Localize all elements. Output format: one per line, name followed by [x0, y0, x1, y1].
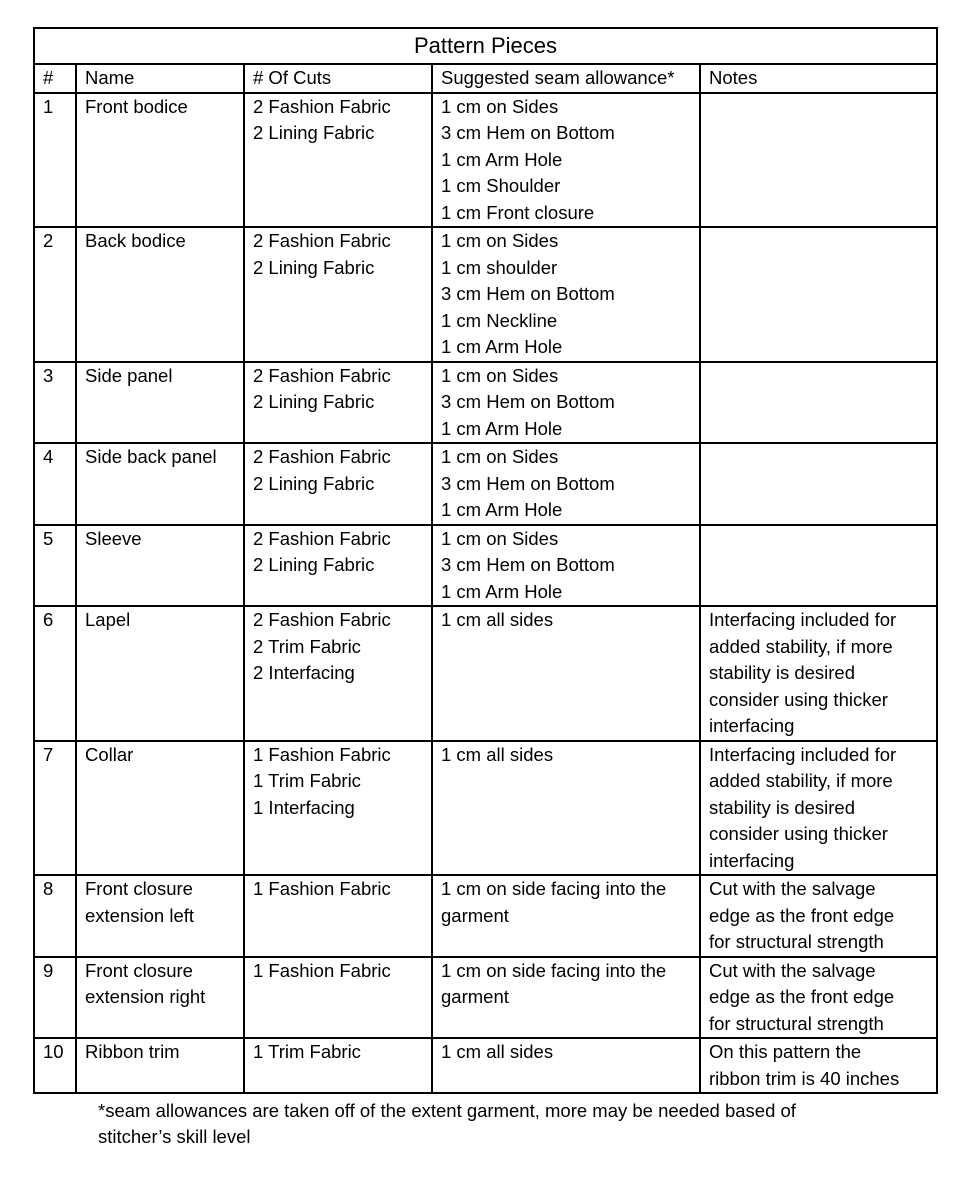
cell-cuts-line: 1 Interfacing [253, 796, 355, 818]
cell-notes [700, 227, 937, 362]
header-seam-allowance: Suggested seam allowance* [432, 64, 700, 93]
table-row [34, 443, 937, 525]
cell-name-line: Front bodice [85, 95, 188, 117]
cell-name [76, 93, 244, 228]
cell-seam-allowance-line: 1 cm Arm Hole [441, 336, 563, 357]
cell-seam-allowance-line: 3 cm Hem on Bottom [441, 283, 615, 304]
cell-notes-line: interfacing [709, 849, 795, 871]
cell-seam-allowance-line: 1 cm on Sides [441, 446, 559, 467]
cell-seam-allowance-line: 1 cm all sides [441, 1041, 554, 1062]
cell-cuts-line: 2 Fashion Fabric [253, 364, 391, 386]
cell-notes [700, 93, 937, 228]
cell-notes-line: ribbon trim is 40 inches [709, 1067, 900, 1089]
table-header-row [34, 64, 937, 93]
cell-name [76, 606, 244, 741]
cell-notes-line: edge as the front edge [709, 986, 895, 1007]
cell-seam-allowance-line: 1 cm on Sides [441, 230, 559, 251]
cell-seam-allowance-line: 1 cm Arm Hole [441, 148, 563, 170]
cell-cuts [244, 362, 432, 444]
cell-cuts-line: 2 Trim Fabric [253, 635, 361, 657]
cell-name [76, 741, 244, 876]
cell-seam-allowance-line: 1 cm Shoulder [441, 175, 561, 196]
cell-seam-allowance-line: 3 cm Hem on Bottom [441, 472, 615, 494]
cell-name-line: Collar [85, 743, 134, 765]
header-cuts: # Of Cuts [244, 64, 432, 93]
cell-notes-line: On this pattern the [709, 1041, 862, 1062]
cell-cuts [244, 875, 432, 957]
cell-number: 1 [34, 93, 76, 228]
cell-number: 2 [34, 227, 76, 362]
cell-cuts-line: 1 Fashion Fabric [253, 743, 391, 765]
cell-name [76, 957, 244, 1039]
cell-seam-allowance-line: 1 cm on Sides [441, 527, 559, 549]
footnote-line: *seam allowances are taken off of the extent garment, more may be needed based of [98, 1100, 796, 1121]
cell-number: 8 [34, 875, 76, 957]
cell-seam-allowance [432, 741, 700, 876]
cell-number: 10 [34, 1038, 76, 1093]
footnote-line: stitcher’s skill level [98, 1126, 251, 1147]
cell-cuts-line: 2 Fashion Fabric [253, 95, 391, 117]
cell-name-line: Sleeve [85, 527, 142, 549]
pattern-pieces-table [33, 27, 938, 1094]
cell-cuts-line: 1 Fashion Fabric [253, 959, 391, 981]
cell-notes [700, 875, 937, 957]
cell-seam-allowance [432, 957, 700, 1039]
cell-seam-allowance-line: 1 cm on Sides [441, 364, 559, 386]
cell-cuts-line: 2 Lining Fabric [253, 391, 375, 412]
cell-seam-allowance-line: 1 cm Neckline [441, 309, 558, 331]
cell-cuts-line: 2 Fashion Fabric [253, 230, 391, 251]
cell-seam-allowance-line: 1 cm on side facing into the [441, 878, 667, 899]
table-row [34, 741, 937, 876]
document [33, 27, 936, 1150]
cell-cuts-line: 1 Trim Fabric [253, 770, 361, 791]
cell-cuts-line: 2 Fashion Fabric [253, 527, 391, 549]
cell-cuts [244, 525, 432, 607]
cell-notes-line: Cut with the salvage [709, 878, 876, 899]
cell-cuts-line: 2 Lining Fabric [253, 256, 375, 278]
table-row [34, 93, 937, 228]
cell-seam-allowance-line: 1 cm all sides [441, 743, 554, 765]
cell-notes-line: Interfacing included for [709, 743, 897, 765]
cell-name-line: Side back panel [85, 446, 217, 467]
table-row [34, 227, 937, 362]
cell-seam-allowance-line: 1 cm on Sides [441, 95, 559, 117]
cell-seam-allowance-line: 1 cm Arm Hole [441, 499, 563, 520]
cell-notes [700, 525, 937, 607]
cell-seam-allowance-line: garment [441, 986, 509, 1007]
cell-cuts [244, 227, 432, 362]
cell-notes-line: interfacing [709, 715, 795, 736]
table-row [34, 875, 937, 957]
cell-name-line: extension left [85, 904, 195, 926]
cell-cuts-line: 2 Interfacing [253, 662, 355, 683]
cell-notes-line: stability is desired [709, 662, 856, 683]
cell-name-line: Front closure [85, 878, 193, 899]
footnote [98, 1098, 888, 1150]
cell-name [76, 525, 244, 607]
cell-notes-line: Interfacing included for [709, 609, 897, 630]
cell-cuts [244, 443, 432, 525]
table-row [34, 606, 937, 741]
cell-number: 6 [34, 606, 76, 741]
cell-notes-line: edge as the front edge [709, 904, 895, 926]
cell-cuts-line: 2 Fashion Fabric [253, 446, 391, 467]
cell-name-line: extension right [85, 986, 206, 1007]
cell-number: 3 [34, 362, 76, 444]
table-title-row [34, 28, 937, 64]
cell-seam-allowance [432, 362, 700, 444]
cell-seam-allowance-line: 3 cm Hem on Bottom [441, 554, 615, 575]
cell-cuts-line: 2 Fashion Fabric [253, 609, 391, 630]
cell-name-line: Back bodice [85, 230, 186, 251]
cell-seam-allowance [432, 525, 700, 607]
cell-notes-line: for structural strength [709, 931, 884, 952]
cell-notes [700, 957, 937, 1039]
cell-cuts-line: 2 Lining Fabric [253, 554, 375, 575]
cell-cuts [244, 1038, 432, 1093]
cell-notes [700, 362, 937, 444]
cell-name [76, 1038, 244, 1093]
header-name: Name [76, 64, 244, 93]
cell-seam-allowance-line: garment [441, 904, 509, 926]
table-title: Pattern Pieces [34, 28, 937, 64]
cell-cuts [244, 606, 432, 741]
table-row [34, 525, 937, 607]
cell-notes-line: Cut with the salvage [709, 959, 876, 981]
cell-seam-allowance [432, 1038, 700, 1093]
cell-notes [700, 1038, 937, 1093]
cell-notes [700, 606, 937, 741]
cell-seam-allowance [432, 227, 700, 362]
cell-notes [700, 741, 937, 876]
cell-number: 9 [34, 957, 76, 1039]
cell-seam-allowance-line: 1 cm Arm Hole [441, 417, 563, 439]
cell-cuts [244, 93, 432, 228]
header-notes: Notes [700, 64, 937, 93]
cell-notes [700, 443, 937, 525]
cell-seam-allowance-line: 3 cm Hem on Bottom [441, 122, 615, 143]
cell-cuts [244, 957, 432, 1039]
cell-name [76, 443, 244, 525]
cell-seam-allowance-line: 1 cm Front closure [441, 201, 595, 223]
table-body [34, 93, 937, 1094]
cell-number: 7 [34, 741, 76, 876]
table-row [34, 362, 937, 444]
cell-seam-allowance-line: 3 cm Hem on Bottom [441, 391, 615, 412]
cell-seam-allowance [432, 606, 700, 741]
cell-name [76, 875, 244, 957]
cell-seam-allowance-line: 1 cm all sides [441, 609, 554, 630]
table-row [34, 1038, 937, 1093]
cell-notes-line: added stability, if more [709, 770, 893, 791]
table-row [34, 957, 937, 1039]
cell-number: 4 [34, 443, 76, 525]
cell-notes-line: consider using thicker [709, 823, 888, 844]
cell-notes-line: consider using thicker [709, 688, 888, 710]
cell-name-line: Side panel [85, 364, 173, 386]
cell-name [76, 227, 244, 362]
cell-name [76, 362, 244, 444]
cell-seam-allowance [432, 93, 700, 228]
cell-name-line: Ribbon trim [85, 1041, 180, 1062]
cell-seam-allowance [432, 443, 700, 525]
header-number: # [34, 64, 76, 93]
cell-cuts-line: 2 Lining Fabric [253, 122, 375, 143]
cell-cuts-line: 1 Fashion Fabric [253, 878, 391, 899]
cell-notes-line: added stability, if more [709, 635, 893, 657]
cell-seam-allowance [432, 875, 700, 957]
cell-number: 5 [34, 525, 76, 607]
cell-notes-line: for structural strength [709, 1012, 884, 1034]
cell-cuts-line: 1 Trim Fabric [253, 1041, 361, 1062]
cell-seam-allowance-line: 1 cm shoulder [441, 256, 558, 278]
cell-name-line: Front closure [85, 959, 193, 981]
cell-seam-allowance-line: 1 cm on side facing into the [441, 959, 667, 981]
cell-cuts-line: 2 Lining Fabric [253, 472, 375, 494]
cell-cuts [244, 741, 432, 876]
cell-seam-allowance-line: 1 cm Arm Hole [441, 580, 563, 602]
cell-notes-line: stability is desired [709, 796, 856, 818]
cell-name-line: Lapel [85, 609, 131, 630]
